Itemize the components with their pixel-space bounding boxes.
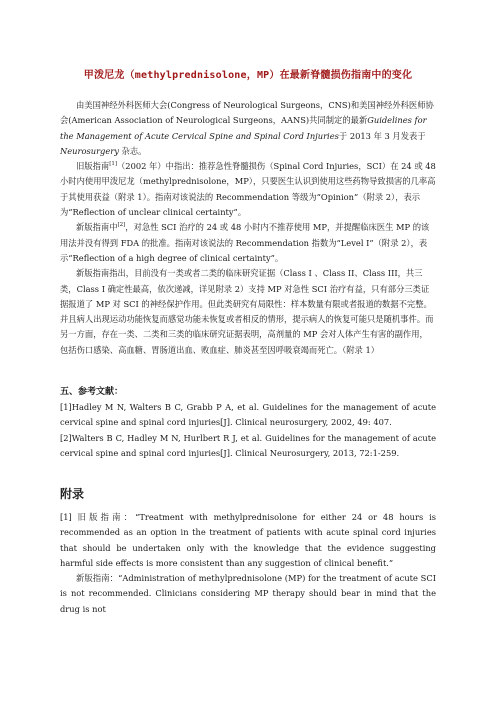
intro-paragraph-3: 新版指南中[2]，对急性 SCI 治疗的 24 或 48 小时内不推荐使用 MP，并提醒临床医生 MP 的该用法并没有得到 FDA 的批准。指南对该说法的 Recommendation 指数为“Level I”（附录 2），表示“Reflection of a high degree of clinical certainty”。 [60,222,430,263]
reference-item: [1]Hadley M N, Walters B C, Grabb P A, et al. Guidelines for the management of acute cervical spine and spinal cord injuries[J]. Clinical neurosurgery, 2002, 49: 407. [60,402,436,428]
appendix-paragraph-2: 新版指南：“Administration of methylprednisolone (MP) for the treatment of acute SCI is not recommended. Clinicians considering MP therapy should bear in mind that the drug is not [60,573,436,614]
intro-paragraph-1: 由美国神经外科医师大会(Congress of Neurological Surgeons，CNS)和美国神经外科医师协会(American Association of Neurological Surgeons，AANS)共同制定的最新Guidelines for the Management of Acute Cervical Spine and Spinal Cord Injuries于 2013 年 3 月发表于 Neurosurgery 杂志。 [60,100,434,156]
appendix-paragraph-1: [1] 旧版指南：“Treatment with methylprednisolone for either 24 or 48 hours is recommended as an option in the treatment of patients with acute spinal cord injuries that should be undertaken only with the knowledge that the evidence suggesting harmful side effects is more consistent than any suggestion of clinical benefit.” [60,512,436,568]
intro-paragraph-2: 旧版指南[1]（2002 年）中指出：推荐急性脊髓损伤（Spinal Cord Injuries，SCI）在 24 或 48 小时内使用甲泼尼龙（methylprednisolone，MP），只要医生认识到使用这些药物导致损害的几率高于其使用获益（附录 1）。指南对该说法的 Recommendation 等级为“Opinion”（附录 2），表示为“Reflection of unclear clinical certainty”。 [60,161,436,218]
journal-name: Neurosurgery [60,145,119,156]
citation-2: [2] [117,222,126,229]
guideline-title-italic: Guidelines for the Management of Acute Cervical Spine and Spinal Cord Injuries [60,115,427,141]
intro-paragraph-4: 新版指南指出，目前没有一类或者二类的临床研究证据（Class I 、Class II、Class III，共三类，Class I 确定性最高，依次递减，详见附录 2）支持 MP 对急性 SCI 治疗有益，只有部分三类证据报道了 MP 对 SCI 的神经保护作用。但此类研究有局限性：样本数量有限或者报道的数据不完整。并且病人出现运动功能恢复而感觉功能未恢复或者相反的情形，提示病人的恢复可能只是随机事件。而另一方面，存在一类、二类和三类的临床研究证据表明，高剂量的 MP 会对人体产生有害的副作用，包括伤口感染、高血糖、胃肠道出血、败血症、肺炎甚至因呼吸衰竭而死亡。（附录 1） [60,268,434,355]
intro-section [60,98,436,358]
references-list [60,400,436,461]
appendix-heading: 附录 [60,487,85,501]
references-heading: 五、参考文献： [60,387,124,397]
citation-1: [1] [109,161,117,168]
document-title: 甲泼尼龙（methylprednisolone，MP）在最新脊髓损伤指南中的变化 [83,70,413,81]
reference-item: [2]Walters B C, Hadley M N, Hurlbert R J, et al. Guidelines for the management of acute cervical spine and spinal cord injuries[J]. Clinical Neurosurgery, 2013, 72:1-259. [60,432,436,458]
appendix-section [60,510,436,617]
